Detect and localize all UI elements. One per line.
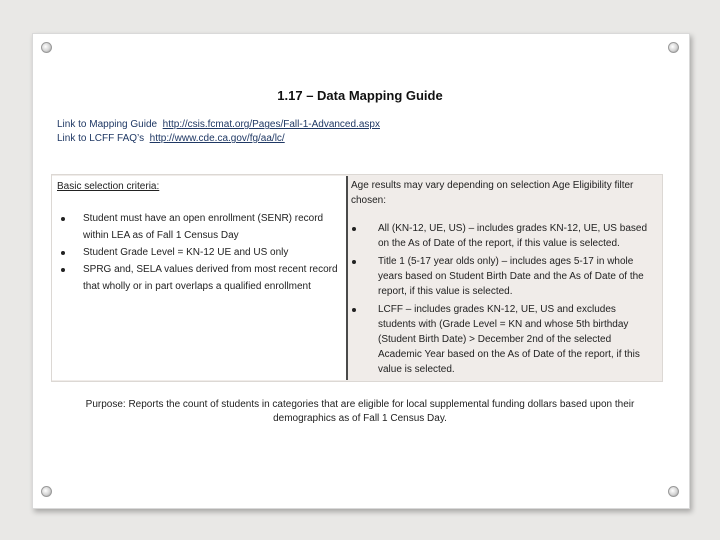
basic-criteria-list [52, 210, 346, 295]
lcff-faq-link-row [57, 132, 380, 146]
links-block [57, 118, 380, 146]
mapping-guide-link[interactable]: http://csis.fcmat.org/Pages/Fall-1-Advanced.aspx [162, 119, 380, 130]
bullet-icon [352, 308, 356, 312]
age-results-cell [348, 176, 661, 380]
list-item: Student must have an open enrollment (SENR) record within LEA as of Fall 1 Census Day [52, 210, 346, 244]
list-item: LCFF – includes grades KN-12, UE, US and excludes students with (Grade Level = KN and whose 5th birthday (Student Birth Date) > December 2nd of the selected Academic Year based on the As of Date of the report, if this value is selected. [348, 302, 661, 377]
purpose-text: Purpose: Reports the count of students in categories that are eligible for local supplemental funding dollars based upon their demographics as of Fall 1 Census Day. [85, 399, 635, 424]
pin-bottom-left-icon [41, 486, 52, 497]
lcff-faq-link[interactable]: http://www.cde.ca.gov/fg/aa/lc/ [149, 133, 285, 144]
mapping-guide-label: Link to Mapping Guide [57, 119, 158, 130]
bullet-icon [352, 260, 356, 264]
pin-top-right-icon [668, 42, 679, 53]
list-item: Title 1 (5-17 year olds only) – includes ages 5-17 in whole years based on Student Birth Date and the As of Date of the report, if this value is selected. [348, 254, 661, 299]
mapping-guide-link-row [57, 118, 380, 132]
basic-criteria-cell [52, 176, 346, 380]
basic-criteria-heading: Basic selection criteria: [57, 181, 160, 192]
bullet-icon [61, 251, 65, 255]
list-item: Student Grade Level = KN-12 UE and US only [52, 244, 346, 261]
page-title: 1.17 – Data Mapping Guide [277, 88, 443, 103]
bullet-icon [352, 227, 356, 231]
pin-top-left-icon [41, 42, 52, 53]
pin-bottom-right-icon [668, 486, 679, 497]
age-results-list [348, 221, 661, 380]
list-item: SPRG and, SELA values derived from most recent record that wholly or in part overlaps a qualified enrollment [52, 261, 346, 295]
lcff-faq-label: Link to LCFF FAQ’s [57, 133, 145, 144]
bullet-icon [61, 217, 65, 221]
age-results-heading: Age results may vary depending on selection Age Eligibility filter chosen: [351, 180, 634, 206]
bullet-icon [61, 268, 65, 272]
list-item: All (KN-12, UE, US) – includes grades KN-12, UE, US based on the As of Date of the report, if this value is selected. [348, 221, 661, 251]
